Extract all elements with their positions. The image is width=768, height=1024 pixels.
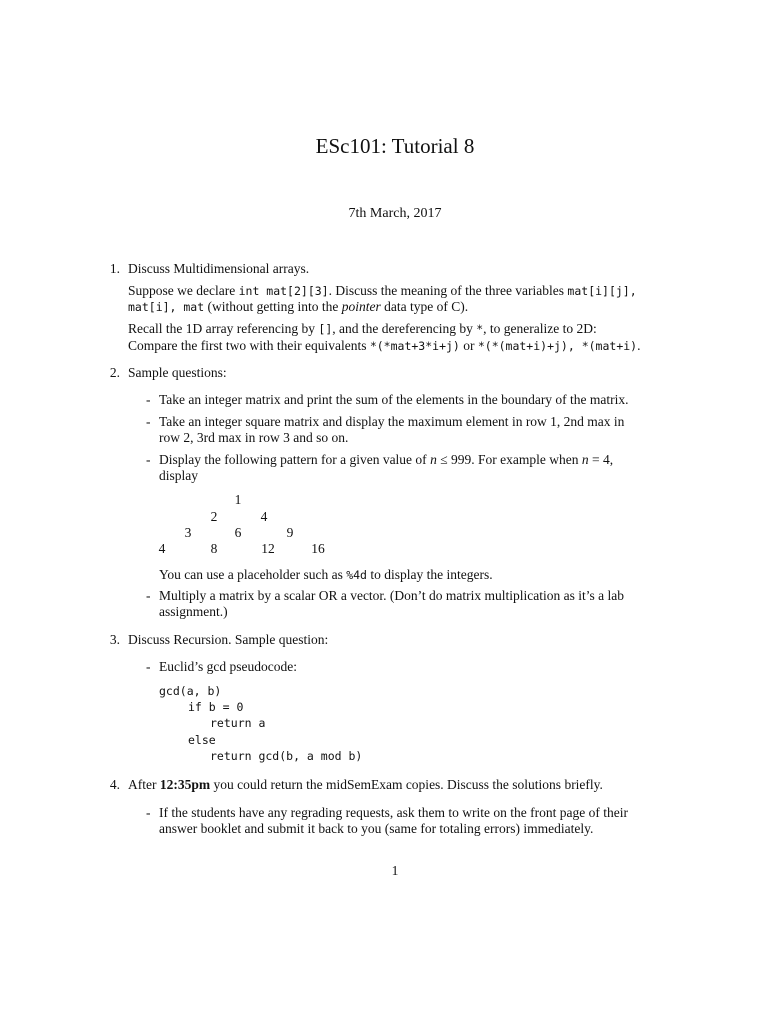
pattern-cell: 8 [210,541,218,556]
item-number-2: 2. [109,365,120,380]
pattern-cell: 1 [234,492,242,507]
pattern-cell: 3 [184,525,192,540]
item-4-text: After 12:35pm you could return the midSemExam copies. Discuss the solutions briefly. [128,777,603,792]
item-1-paragraph-2-line-1: Recall the 1D array referencing by [], and the dereferencing by *, to generalize to 2D: [128,321,597,336]
code-line-4: else [188,733,216,747]
item-2-bullet-3-line-2: display [159,468,198,483]
document-date: 7th March, 2017 [348,206,442,221]
item-number-4: 4. [109,777,120,792]
item-2-bullet-3-line-1: Display the following pattern for a given value of n ≤ 999. For example when n = 4, [159,452,614,467]
document-title: ESc101: Tutorial 8 [315,134,475,158]
item-1-paragraph-1-line-2: mat[i], mat (without getting into the pointer data type of C). [128,299,469,314]
item-2-bullet-4-line-1: Multiply a matrix by a scalar OR a vector. (Don’t do matrix multiplication as it’s a lab [159,588,625,603]
bullet-dash: - [146,452,151,467]
item-2-bullet-1: Take an integer matrix and print the sum of the elements in the boundary of the matrix. [159,392,629,407]
item-number-3: 3. [109,632,120,647]
code-line-3: return a [210,716,266,730]
pattern-cell: 16 [311,541,325,556]
pattern-cell: 6 [234,525,242,540]
item-1-paragraph-1-line-1: Suppose we declare int mat[2][3]. Discuss the meaning of the three variables mat[i][j], [128,283,637,298]
pattern-cell: 2 [210,509,218,524]
bullet-dash: - [146,659,151,674]
item-3-heading: Discuss Recursion. Sample question: [128,632,329,647]
bullet-dash: - [146,588,151,603]
code-line-5: return gcd(b, a mod b) [210,749,363,763]
item-2-placeholder-note: You can use a placeholder such as %4d to display the integers. [159,567,493,582]
bullet-dash: - [146,414,151,429]
pattern-cell: 4 [158,541,166,556]
bullet-dash: - [146,805,151,820]
pattern-cell: 12 [261,541,275,556]
code-line-2: if b = 0 [188,700,244,714]
item-2-bullet-4-line-2: assignment.) [159,604,228,619]
bullet-dash: - [146,392,151,407]
item-1-paragraph-2-line-2: Compare the first two with their equivalents *(*mat+3*i+j) or *(*(mat+i)+j), *(mat+i). [128,338,641,353]
item-number-1: 1. [109,261,120,276]
item-3-bullet-1: Euclid’s gcd pseudocode: [159,659,297,674]
item-2-bullet-2-line-1: Take an integer square matrix and display the maximum element in row 1, 2nd max in [159,414,625,429]
item-2-heading: Sample questions: [128,365,227,380]
pattern-cell: 4 [260,509,268,524]
pattern-cell: 9 [286,525,294,540]
code-line-1: gcd(a, b) [159,684,222,698]
item-2-bullet-2-line-2: row 2, 3rd max in row 3 and so on. [159,430,349,445]
item-4-bullet-1-line-1: If the students have any regrading requests, ask them to write on the front page of their [159,805,628,820]
page-number: 1 [391,863,399,878]
item-4-bullet-1-line-2: answer booklet and submit it back to you (same for totaling errors) immediately. [159,821,594,836]
item-1-heading: Discuss Multidimensional arrays. [128,261,310,276]
